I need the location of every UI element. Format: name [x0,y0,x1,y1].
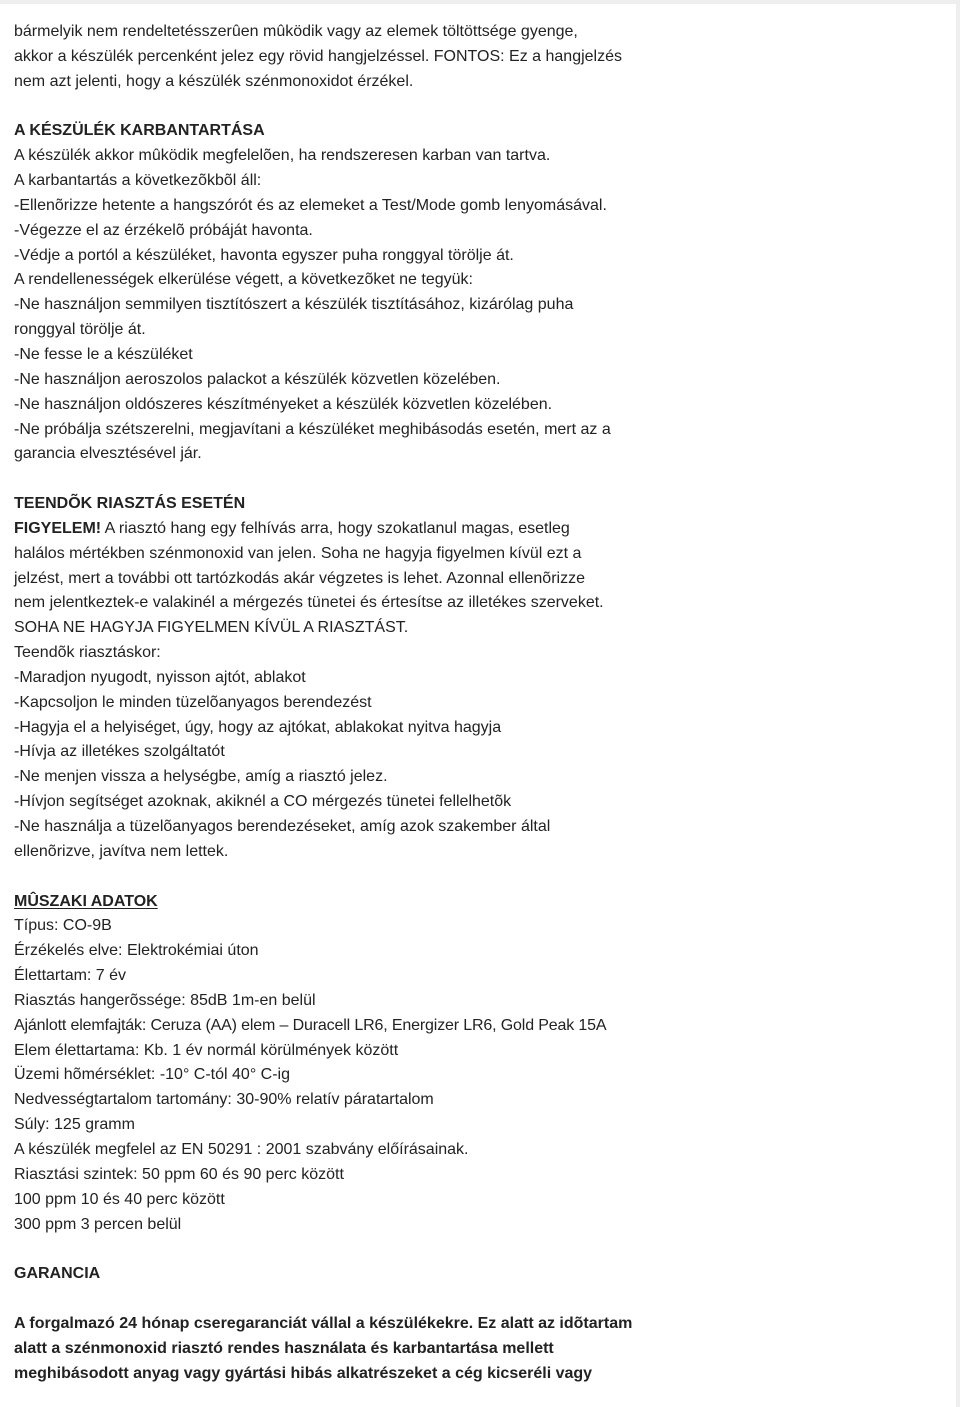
text-line: -Ne használjon oldószeres készítményeket a készülék közvetlen közelében. [14,395,553,413]
text-line: Riasztási szintek: 50 ppm 60 és 90 perc között [14,1165,344,1183]
text-line: meghibásodott anyag vagy gyártási hibás alkatrészeket a cég kicseréli vagy [14,1364,593,1382]
text-line: Típus: CO-9B [14,917,112,935]
text-line: -Hívja az illetékes szolgáltatót [14,743,225,761]
text-line: ronggyal törölje át. [14,321,146,339]
warranty-section [14,1262,914,1386]
text-line: -Hagyja el a helyiséget, úgy, hogy az ajtókat, ablakokat nyitva hagyja [14,718,502,736]
warning-line [14,517,914,542]
text-line: A rendellenességek elkerülése végett, a következõket ne tegyük: [14,271,473,289]
text-line: -Ne menjen vissza a helységbe, amíg a riasztó jelez. [14,768,388,786]
specs-section [14,890,914,1238]
section-heading-specs: MÛSZAKI ADATOK [14,892,158,910]
text-line: Teendõk riasztáskor: [14,644,161,662]
text-line: ellenõrizve, javítva nem lettek. [14,842,229,860]
text-line: -Végezze el az érzékelõ próbáját havonta. [14,221,313,239]
text-line: A készülék megfelel az EN 50291 : 2001 szabvány előírásainak. [14,1140,469,1158]
text-line: 300 ppm 3 percen belül [14,1215,182,1233]
text-line: bármelyik nem rendeltetésszerûen mûködik vagy az elemek töltöttsége gyenge, [14,23,578,40]
text-line: -Ne használja a tüzelõanyagos berendezéseket, amíg azok szakember által [14,818,551,835]
text-line: akkor a készülék percenként jelez egy rövid hangjelzéssel. FONTOS: Ez a hangjelzés [14,47,623,65]
text-line: -Kapcsoljon le minden tüzelõanyagos berendezést [14,693,372,711]
text-line: nem jelentkeztek-e valakinél a mérgezés tünetei és értesítse az illetékes szerveket. [14,594,604,612]
text-line: Súly: 125 gramm [14,1116,135,1134]
text-line: alatt a szénmonoxid riasztó rendes használata és karbantartása mellett [14,1339,554,1357]
text-line: -Ne használjon aeroszolos palackot a készülék közvetlen közelében. [14,370,501,388]
text-line: A forgalmazó 24 hónap cseregaranciát vállal a készülékekre. Ez alatt az idõtartam [14,1314,633,1332]
text-line: SOHA NE HAGYJA FIGYELMEN KÍVÜL A RIASZTÁST. [14,619,409,637]
text-line: -Ne fesse le a készüléket [14,345,193,363]
text-line: Érzékelés elve: Elektrokémiai úton [14,942,259,960]
text-line: A készülék akkor mûködik megfelelõen, ha rendszeresen karban van tartva. [14,147,551,165]
text-line: -Ne használjon semmilyen tisztítószert a készülék tisztításához, kizárólag puha [14,296,574,314]
document-body [14,20,914,1386]
text-line: -Maradjon nyugodt, nyisson ajtót, ablakot [14,668,306,686]
warning-text: A riasztó hang egy felhívás arra, hogy szokatlanul magas, esetleg [101,519,570,537]
text-line: jelzést, mert a további ott tartózkodás akár végzetes is lehet. Azonnal ellenõrizze [14,569,585,587]
text-line: 100 ppm 10 és 40 perc között [14,1190,225,1208]
text-line: Élettartam: 7 év [14,967,127,985]
text-line: -Hívjon segítséget azoknak, akiknél a CO mérgezés tünetei fellelhetõk [14,793,512,811]
text-line: -Ne próbálja szétszerelni, megjavítani a készüléket meghibásodás esetén, mert az a [14,420,611,438]
text-line: halálos mértékben szénmonoxid van jelen. Soha ne hagyja figyelmen kívül ezt a [14,544,582,562]
text-line: nem azt jelenti, hogy a készülék szénmonoxidot érzékel. [14,72,414,90]
text-line: Elem élettartama: Kb. 1 év normál körülmények között [14,1041,399,1059]
maintenance-section [14,119,914,467]
text-line: Nedvességtartalom tartomány: 30-90% relatív páratartalom [14,1091,434,1109]
text-line: A karbantartás a következõkbõl áll: [14,172,262,190]
text-line: Ajánlott elemfajták: Ceruza (AA) elem – Duracell LR6, Energizer LR6, Gold Peak 15A [14,1016,607,1034]
alarm-section [14,492,914,865]
text-line: Üzemi hõmérséklet: -10° C-tól 40° C-ig [14,1066,290,1084]
section-heading-warranty: GARANCIA [14,1265,101,1283]
text-line: -Védje a portól a készüléket, havonta egyszer puha ronggyal törölje át. [14,246,514,264]
section-heading-maintenance: A KÉSZÜLÉK KARBANTARTÁSA [14,122,265,140]
warning-label: FIGYELEM! [14,519,102,537]
intro-paragraph [14,20,914,95]
text-line: Riasztás hangerõssége: 85dB 1m-en belül [14,991,316,1009]
text-line: -Ellenõrizze hetente a hangszórót és az elemeket a Test/Mode gomb lenyomásával. [14,196,607,214]
text-line: garancia elvesztésével jár. [14,445,202,463]
section-heading-alarm: TEENDÕK RIASZTÁS ESETÉN [14,495,246,513]
